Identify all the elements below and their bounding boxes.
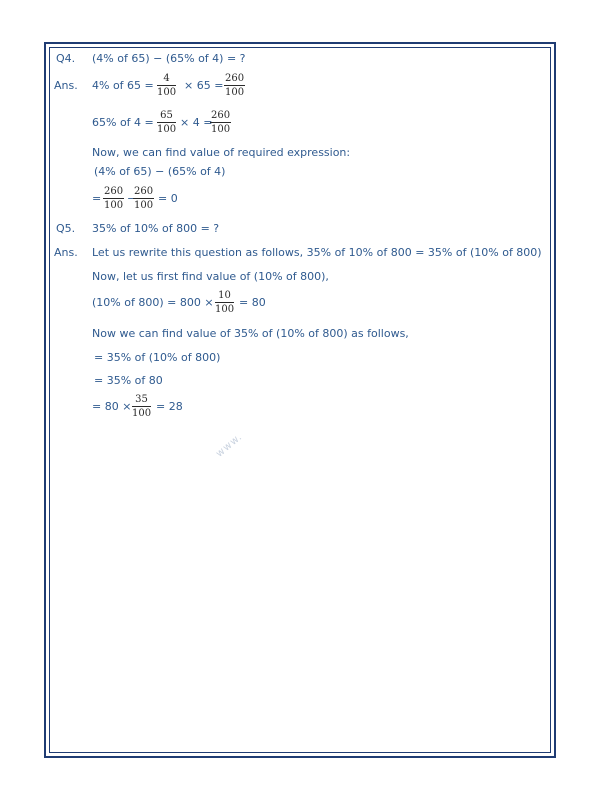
q5-label: Q5. [56,222,76,235]
q5-line5: = 35% of (10% of 800) [94,351,221,364]
q4-line1-fraction-2 [224,73,245,98]
q4-line5-fraction-1 [103,186,124,211]
q4-answer-label: Ans. [54,79,78,92]
q4-line2-fraction-1-numerator: 65 [157,110,176,123]
q4-line1-fraction-2-numerator: 260 [225,73,245,84]
q4-line1-fraction-1-denominator: 100 [157,87,177,98]
q5-line3-prefix: (10% of 800) = 800 × [92,296,214,309]
q5-line7-fraction-numerator: 35 [132,394,151,407]
q4-line2-mid: × 4 = [180,116,213,129]
q4-line5-equals: = [92,192,102,205]
q4-line2-fraction-2-numerator: 260 [211,110,231,121]
q5-line7-result: = 28 [156,400,183,413]
q4-line5-fraction-1-denominator: 100 [104,200,124,211]
q4-question: (4% of 65) − (65% of 4) = ? [92,52,246,65]
q5-line7-fraction [132,394,151,419]
q5-line3-fraction-denominator: 100 [215,304,235,315]
q4-line5-fraction-2-numerator: 260 [134,186,154,197]
q4-line1-fraction-1-numerator: 4 [157,73,176,86]
q4-line5-fraction-1-numerator: 260 [104,186,124,197]
q4-line5-minus: − [127,192,137,205]
q5-line7-prefix: = 80 × [92,400,132,413]
q4-line1-prefix: 4% of 65 = [92,79,154,92]
q5-line1: Let us rewrite this question as follows, 35% of 10% of 800 = 35% of (10% of 800) [92,246,542,259]
q4-line1-fraction-2-denominator: 100 [225,87,245,98]
q4-line2-prefix: 65% of 4 = [92,116,154,129]
q4-line3: Now, we can find value of required expression: [92,146,351,159]
q4-line1-mid: × 65 = [184,79,224,92]
q4-line5-fraction-2 [133,186,154,211]
q4-line2-fraction-2 [210,110,231,135]
q4-line1-fraction-1 [157,73,176,98]
q5-line3-fraction-numerator: 10 [215,290,234,303]
q5-line6: = 35% of 80 [94,374,163,387]
q5-answer-label: Ans. [54,246,78,259]
watermark: www. [214,431,245,460]
q5-line3-result: = 80 [239,296,266,309]
q4-line5-fraction-2-denominator: 100 [134,200,154,211]
q5-line4: Now we can find value of 35% of (10% of 800) as follows, [92,327,409,340]
q5-line7-fraction-denominator: 100 [132,408,152,419]
q4-line5-result: = 0 [158,192,178,205]
q4-line2-fraction-2-denominator: 100 [211,124,231,135]
q4-label: Q4. [56,52,76,65]
q4-line4: (4% of 65) − (65% of 4) [94,165,226,178]
q5-line3-fraction [215,290,234,315]
q5-line2: Now, let us first find value of (10% of 800), [92,270,329,283]
q4-line2-fraction-1-denominator: 100 [157,124,177,135]
q4-line2-fraction-1 [157,110,176,135]
q5-question: 35% of 10% of 800 = ? [92,222,220,235]
